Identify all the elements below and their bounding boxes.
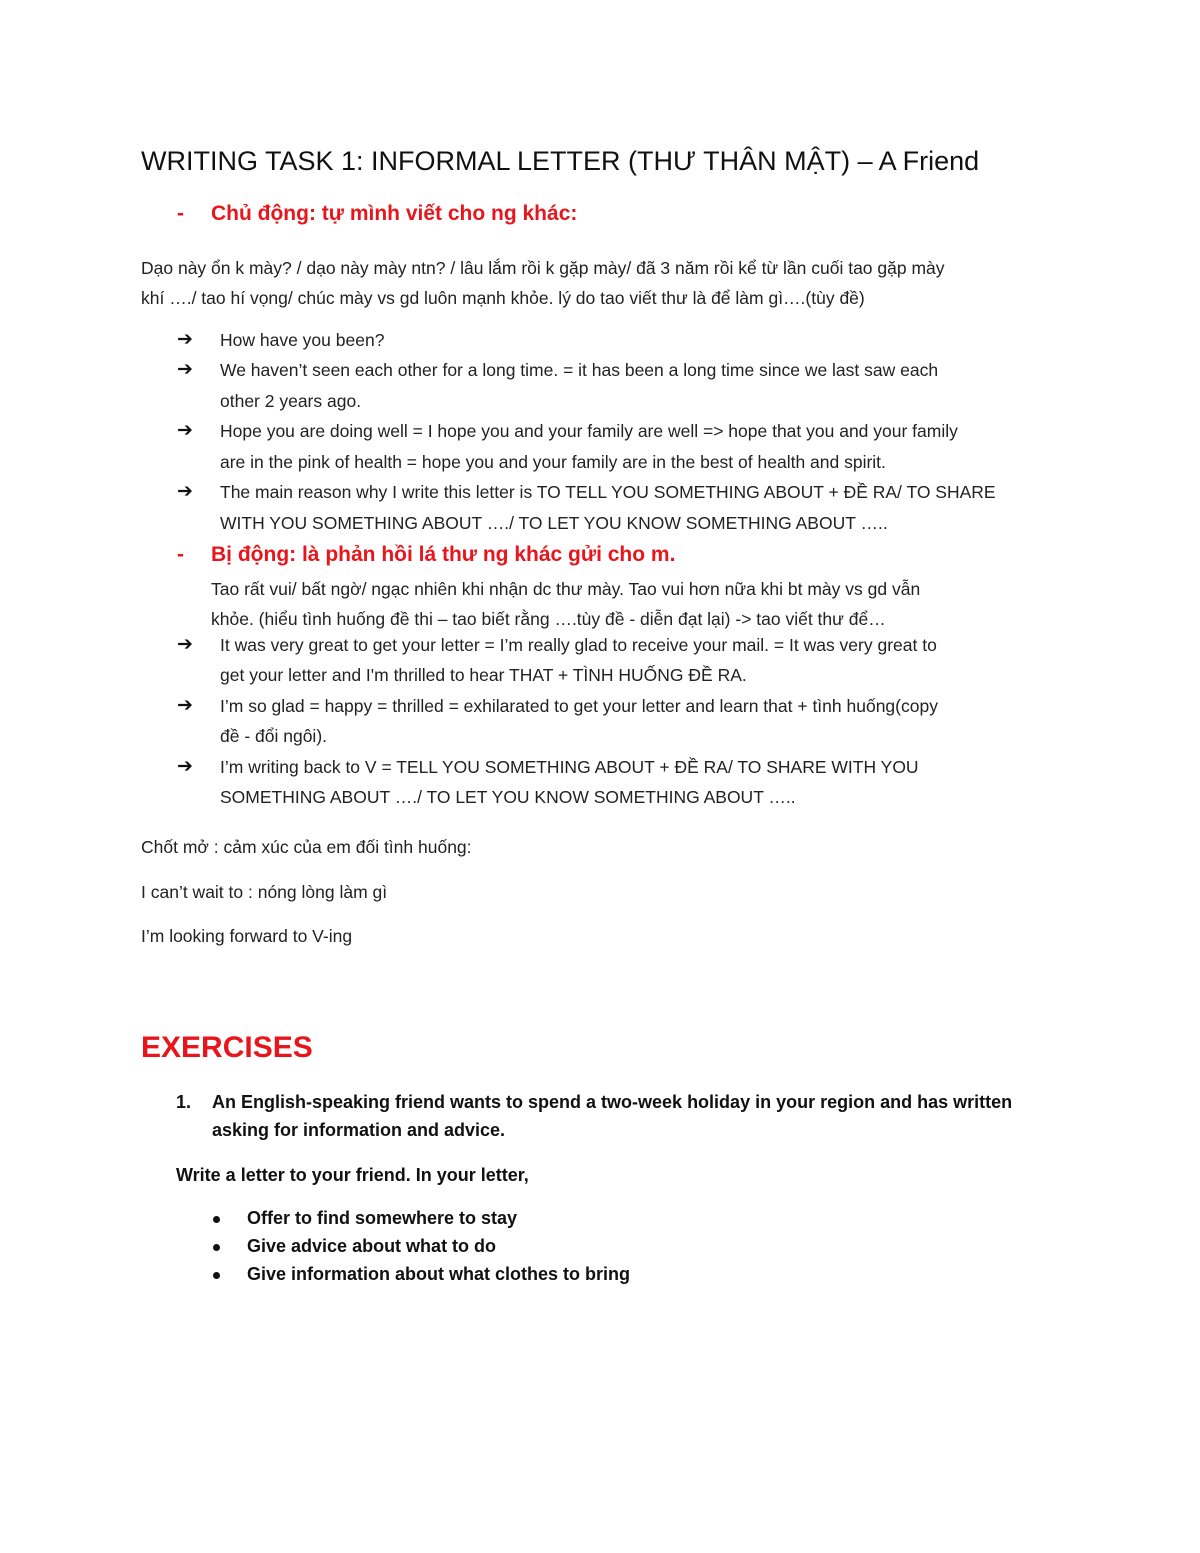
arrow-icon: ➔ <box>177 695 193 716</box>
list-item: Hope you are doing well = I hope you and your family are well => hope that you and your family <box>220 421 958 441</box>
section1-paragraph-line: Dạo này ổn k mày? / dạo này mày ntn? / lâu lắm rồi k gặp mày/ đã 3 năm rồi kể từ lần cuối tao gặp mày <box>141 258 945 278</box>
bullet-item: Give advice about what to do <box>247 1236 497 1256</box>
closing-line: I can’t wait to : nóng lòng làm gì <box>141 882 388 902</box>
closing-line: I’m looking forward to V-ing <box>141 926 353 946</box>
bullet-item: Give information about what clothes to bring <box>247 1264 631 1284</box>
arrow-icon: ➔ <box>177 634 193 655</box>
list-item: It was very great to get your letter = I’m really glad to receive your mail. = It was very great to <box>220 635 937 655</box>
question-number: 1. <box>176 1092 192 1112</box>
list-item-continuation: get your letter and I'm thrilled to hear THAT + TÌNH HUỐNG ĐỀ RA. <box>220 665 747 685</box>
closing-line: Chốt mở : cảm xúc của em đối tình huống: <box>141 837 472 857</box>
section2-paragraph-line: khỏe. (hiểu tình huống đề thi – tao biết rằng ….tùy đề - diễn đạt lại) -> tao viết thư để… <box>211 609 886 629</box>
list-item: I’m so glad = happy = thrilled = exhilarated to get your letter and learn that + tình huống(copy <box>220 696 938 716</box>
list-item-continuation: are in the pink of health = hope you and your family are in the best of health and spirit. <box>220 452 886 472</box>
arrow-icon: ➔ <box>177 420 193 441</box>
section2-dash: - <box>177 543 184 566</box>
list-item-continuation: WITH YOU SOMETHING ABOUT …./ TO LET YOU KNOW SOMETHING ABOUT ….. <box>220 513 888 533</box>
arrow-icon: ➔ <box>177 481 193 502</box>
section2-heading: Bị động: là phản hồi lá thư ng khác gửi cho m. <box>211 543 676 566</box>
bullet-icon <box>213 1272 220 1279</box>
list-item: We haven’t seen each other for a long time. = it has been a long time since we last saw each <box>220 360 939 380</box>
instruction-text: Write a letter to your friend. In your letter, <box>176 1165 529 1185</box>
section1-dash: - <box>177 202 184 225</box>
section1-heading: Chủ động: tự mình viết cho ng khác: <box>211 202 578 225</box>
arrow-icon: ➔ <box>177 756 193 777</box>
list-item: How have you been? <box>220 330 385 350</box>
question-text: An English-speaking friend wants to spend a two-week holiday in your region and has written <box>212 1092 1013 1112</box>
section2-paragraph-line: Tao rất vui/ bất ngờ/ ngạc nhiên khi nhận dc thư mày. Tao vui hơn nữa khi bt mày vs gd vẫn <box>211 579 921 599</box>
section1-paragraph-line: khí …./ tao hí vọng/ chúc mày vs gd luôn mạnh khỏe. lý do tao viết thư là để làm gì….(tùy đề) <box>141 288 865 308</box>
arrow-icon: ➔ <box>177 359 193 380</box>
bullet-icon <box>213 1244 220 1251</box>
exercises-heading: EXERCISES <box>141 1031 313 1064</box>
list-item-continuation: SOMETHING ABOUT …./ TO LET YOU KNOW SOMETHING ABOUT ….. <box>220 787 796 807</box>
list-item-continuation: other 2 years ago. <box>220 391 362 411</box>
question-text: asking for information and advice. <box>212 1120 506 1140</box>
arrow-icon: ➔ <box>177 329 193 350</box>
page-title: WRITING TASK 1: INFORMAL LETTER (THƯ THÂN MẬT) – A Friend <box>141 146 980 176</box>
list-item: The main reason why I write this letter is TO TELL YOU SOMETHING ABOUT + ĐỀ RA/ TO SHARE <box>220 482 996 502</box>
bullet-item: Offer to find somewhere to stay <box>247 1208 518 1228</box>
list-item: I’m writing back to V = TELL YOU SOMETHING ABOUT + ĐỀ RA/ TO SHARE WITH YOU <box>220 757 919 777</box>
list-item-continuation: đề - đổi ngôi). <box>220 726 328 746</box>
bullet-icon <box>213 1216 220 1223</box>
